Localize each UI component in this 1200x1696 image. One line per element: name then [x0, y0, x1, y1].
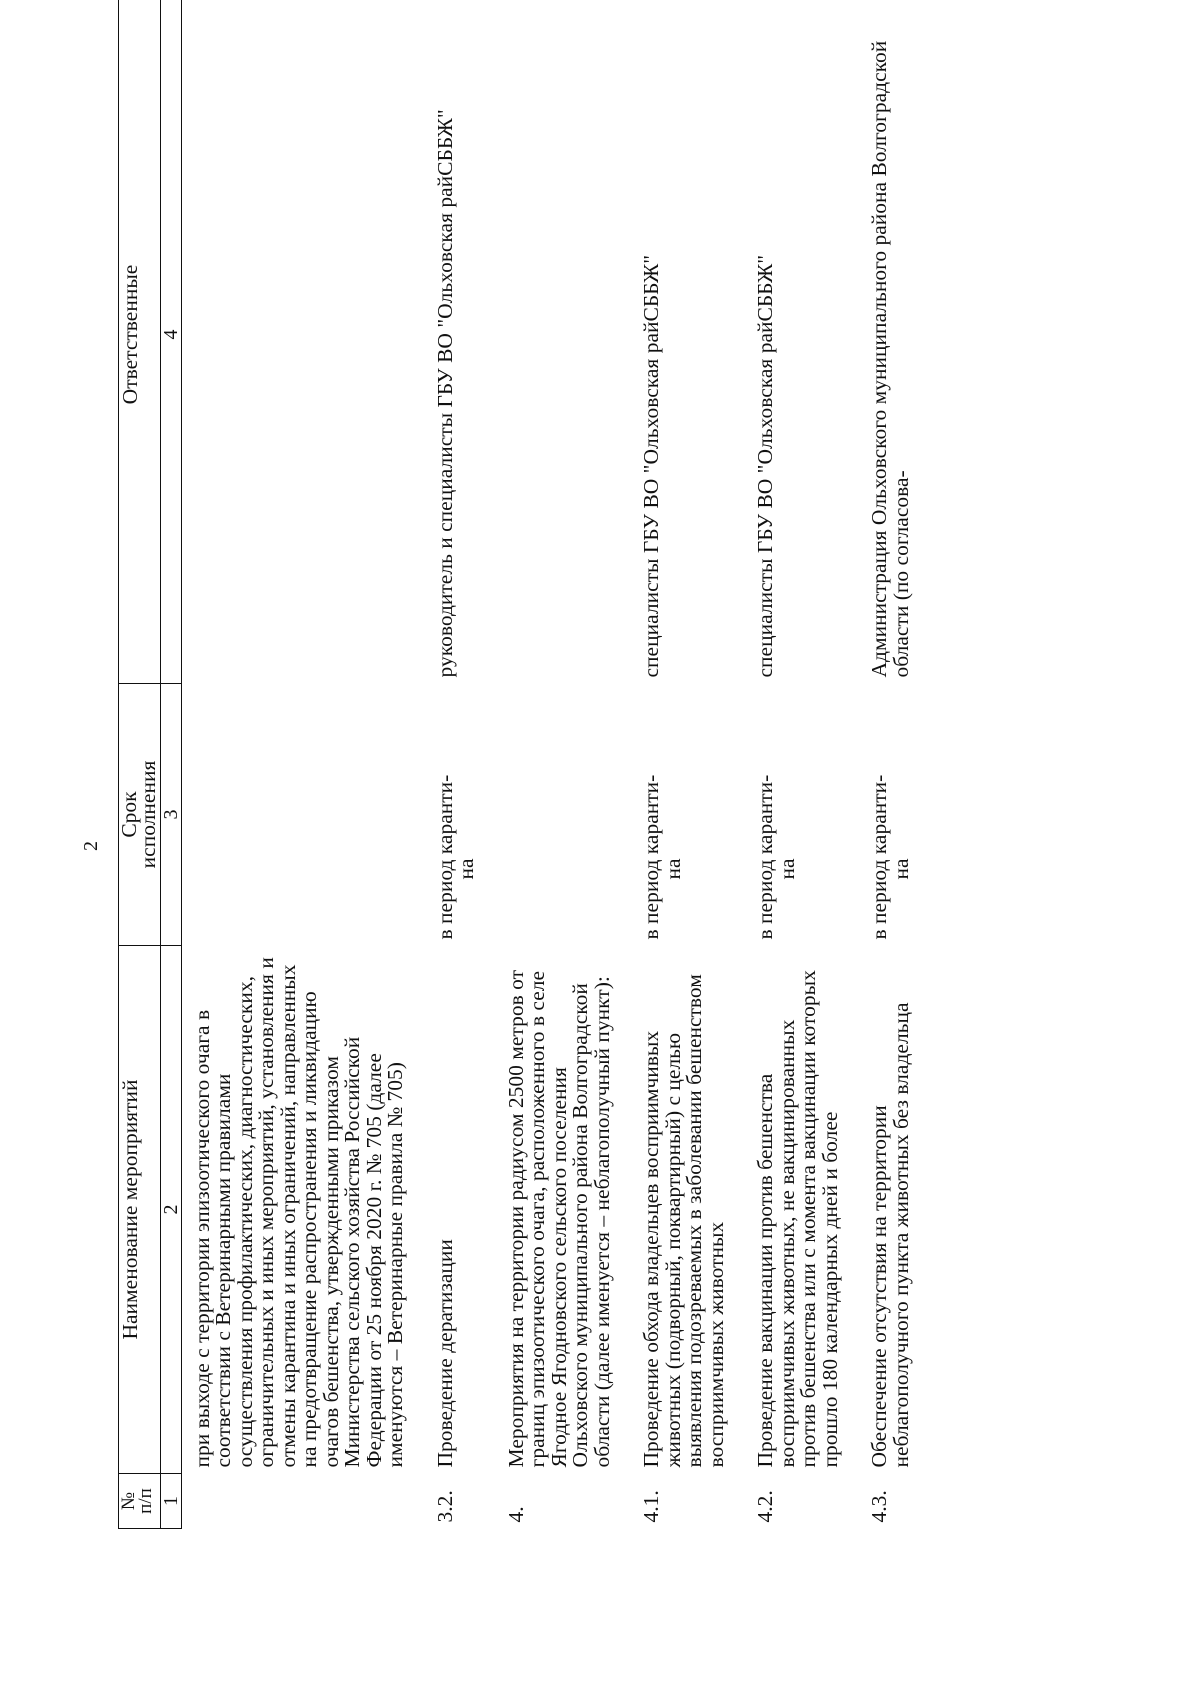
header-name: Наименование мероприятий	[119, 946, 161, 1474]
responsible-party: Администрация Ольховского муниципального района Волгоградской области (по согласова-	[867, 40, 913, 678]
measure-name: при выходе с территории эпизоотического очага в соответствии с Ветеринарными правилами осуществления профилактических, диагностических, ограничительных и иных мероприятий, установления и отмены карантина и иных ограничений, направленных на предотвращение распространения и ликвидацию очагов бешенства, утвержденными приказом Министерства сельского хозяйства Российской Федерации от 25 ноября 2020 г. № 705 (далее именуются – Ветеринарные правила № 705)	[189, 957, 408, 1468]
row-number: 3.2.	[432, 1490, 457, 1523]
responsible-party: руководитель и специалисты ГБУ ВО "Ольховская райСББЖ"	[432, 109, 457, 678]
header-num: № п/п	[119, 1474, 161, 1529]
execution-term	[181, 684, 435, 946]
row-number	[181, 1474, 435, 1529]
measure-name: Проведение дератизации	[432, 1239, 457, 1468]
header-responsible: Ответственные	[119, 0, 161, 684]
execution-term: в период каранти- на	[432, 774, 479, 940]
responsible-party: специалисты ГБУ ВО "Ольховская райСББЖ"	[639, 254, 664, 678]
row-number: 4.	[503, 1506, 528, 1523]
column-number-row	[160, 0, 181, 1529]
execution-term: в период каранти- на	[753, 774, 799, 940]
responsible-party	[506, 0, 642, 684]
measure-name: Обеспечение отсутствия на территории неблагополучного пункта животных без владельца	[867, 1002, 913, 1468]
column-number: 4	[160, 0, 181, 684]
measure-name: Мероприятия на территории радиусом 2500 метров от границ эпизоотического очага, расположенного в селе Ягодное Ягодновского сельского поселения Ольховского муниципального района Волгоградской области (далее именуется – неблагополучный пункт):	[503, 970, 614, 1468]
table-header	[119, 0, 182, 1529]
column-number: 3	[160, 684, 181, 946]
row-number: 4.3.	[867, 1490, 892, 1523]
table-row	[641, 0, 755, 1529]
header-term: Срок исполнения	[119, 684, 161, 946]
measure-name: Проведение вакцинации против бешенства восприимчивых животных, не вакцинированных против бешенства или с момента вакцинации которых прошло 180 календарных дней и более	[753, 970, 842, 1468]
table-row	[506, 0, 642, 1529]
measures-table	[118, 0, 940, 1529]
responsible-party: специалисты ГБУ ВО "Ольховская райСББЖ"	[753, 254, 778, 678]
page-number: 2	[80, 841, 102, 851]
row-number: 4.2.	[753, 1490, 778, 1523]
column-number: 2	[160, 946, 181, 1474]
table-row	[869, 0, 940, 1529]
table-row	[755, 0, 869, 1529]
header-row	[119, 0, 161, 1529]
table-body	[181, 0, 940, 1529]
responsible-party	[181, 0, 435, 684]
execution-term	[506, 684, 642, 946]
row-number: 4.1.	[639, 1490, 664, 1523]
measure-name: Проведение обхода владельцев восприимчивых животных (подворный, поквартирный) с целью выявления подозреваемых в заболевании бешенством восприимчивых животных	[639, 974, 728, 1468]
table-row	[181, 0, 435, 1529]
table-row	[435, 0, 506, 1529]
execution-term: в период каранти- на	[639, 774, 685, 940]
execution-term: в период каранти- на	[867, 774, 913, 940]
column-number: 1	[160, 1474, 181, 1529]
